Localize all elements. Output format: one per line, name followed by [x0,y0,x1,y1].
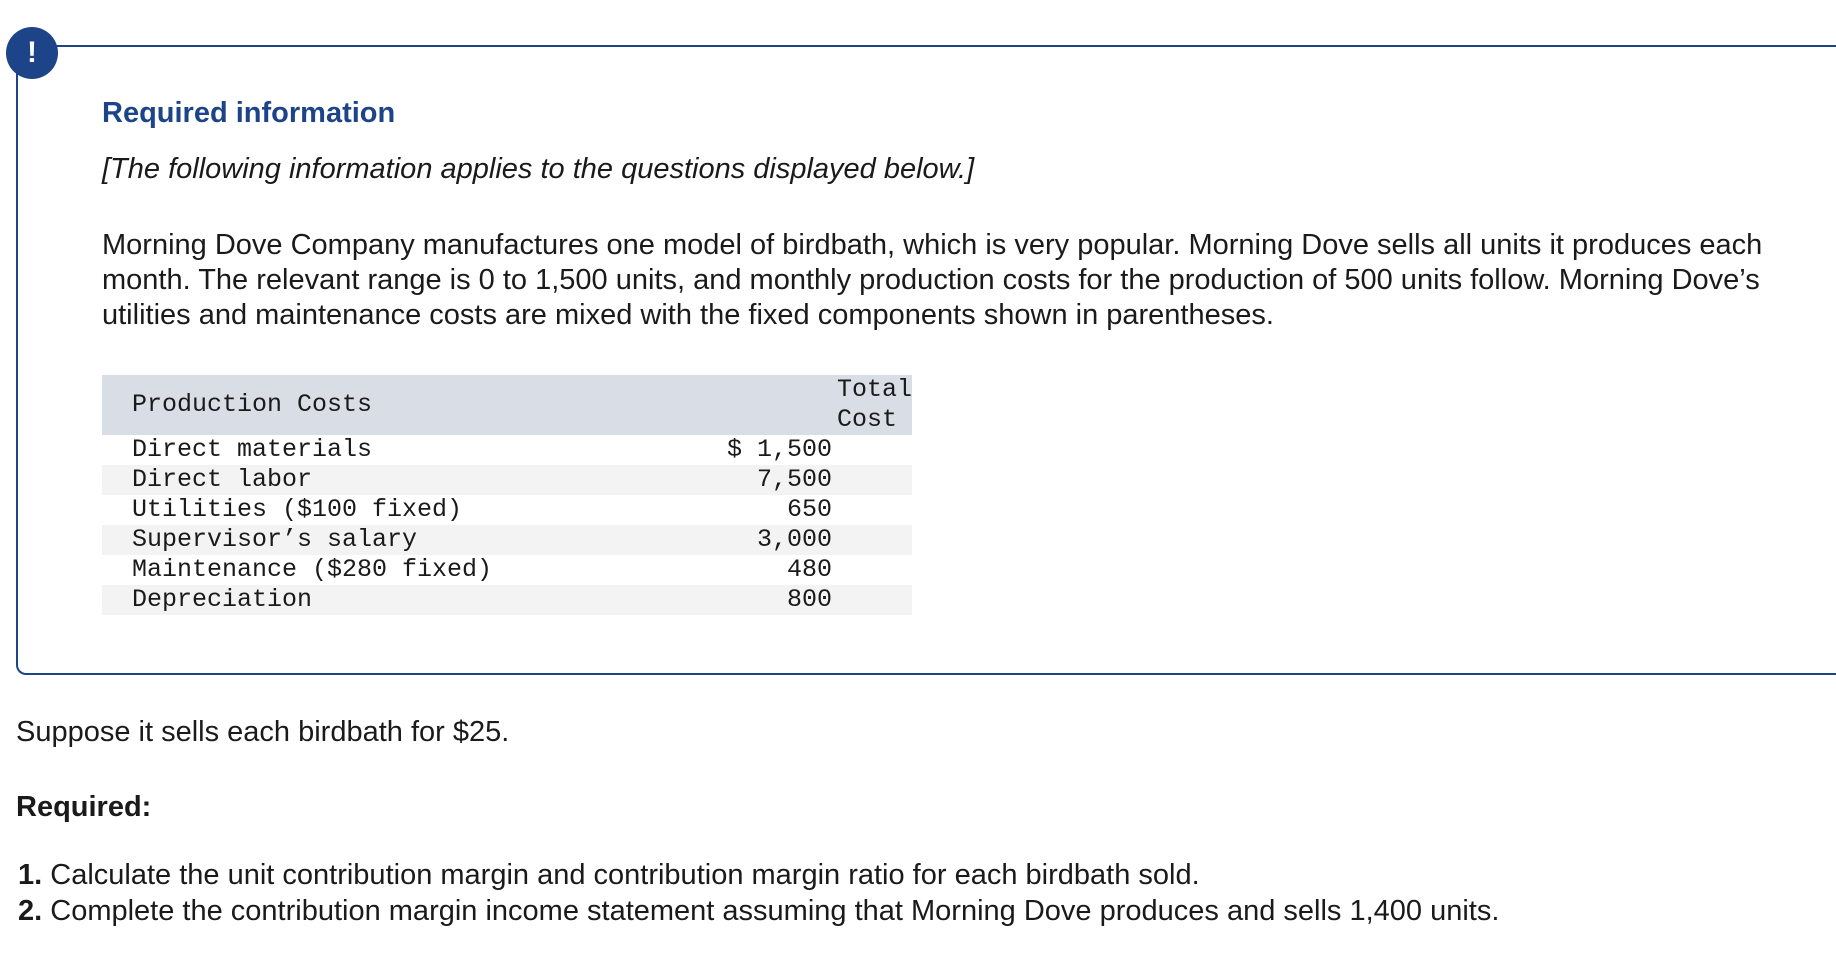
row-value: 7,500 [689,465,912,495]
table-row [102,555,912,585]
requirements-list [18,857,1499,929]
table-row [102,435,912,465]
production-costs-table [102,375,912,615]
column-header-production-costs: Production Costs [102,375,689,435]
item-number: 2. [18,895,43,927]
table-row [102,585,912,615]
row-value: 480 [786,555,832,584]
table-row [102,495,912,525]
row-label: Direct materials [132,435,373,464]
table-header-row [102,375,912,435]
list-item [18,857,1499,893]
list-item [18,893,1499,929]
column-header-total-cost: Total Cost [689,375,912,435]
row-value: 3,000 [689,525,912,555]
intro-note: [The following information applies to the questions displayed below.] [102,153,975,185]
row-label: Maintenance ($280 fixed) [132,555,493,584]
item-text: Complete the contribution margin income statement assuming that Morning Dove produces and sells 1,400 units. [50,895,1500,927]
required-information-title: Required information [102,97,396,129]
problem-paragraph: Morning Dove Company manufactures one model of birdbath, which is very popular. Morning Dove sells all units it produces each month. The relevant range is 0 to 1,500 units, and monthly production costs for the production of 500 units follow. Morning Dove’s utilities and maintenance costs are mixed with the fixed components shown in parentheses. [102,229,1763,331]
table-row [102,465,912,495]
row-label: Depreciation [102,585,689,615]
row-label: Utilities ($100 fixed) [132,495,463,524]
item-number: 1. [18,859,43,891]
row-value: 650 [786,495,832,524]
alert-icon: ! [6,27,58,79]
table-row [102,525,912,555]
price-assumption: Suppose it sells each birdbath for $25. [16,716,510,748]
row-label: Direct labor [102,465,689,495]
row-value: 800 [689,585,912,615]
item-text: Calculate the unit contribution margin and contribution margin ratio for each birdbath sold. [50,859,1200,891]
required-label: Required: [16,791,152,823]
row-value: $ 1,500 [726,435,832,464]
row-label: Supervisor’s salary [102,525,689,555]
